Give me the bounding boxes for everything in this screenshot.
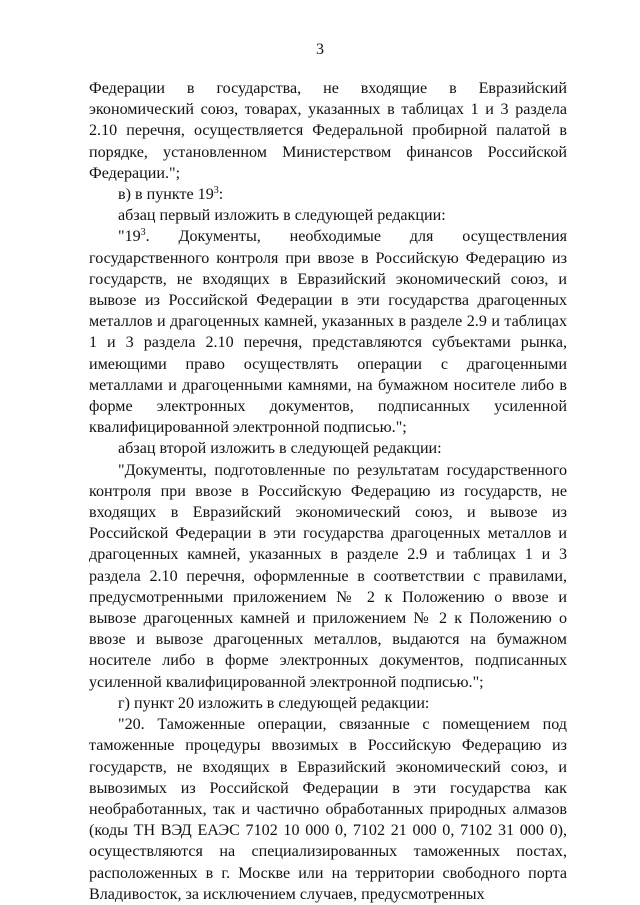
paragraph-item-g: г) пункт 20 изложить в следующей редакции:: [118, 694, 430, 712]
paragraph-quote-documents: "Документы, подготовленные по результатам государственного контроля при ввозе в Российскую Федерацию из государств, не входящих в Евразийский экономический союз, и вывозе из Российской Федерации в эти государства драгоценных металлов и драгоценных камней, указанных в разделе 2.9 и таблицах 1 и 3 раздела 2.10 перечня, оформленные в соответствии с правилами, предусмотренными приложением № 2 к Положению о ввозе и вывозе драгоценных камней и приложением № 2 к Положению о ввозе и вывозе драгоценных металлов, выдаются на бумажном носителе либо в форме электронных документов, подписанных усиленной квалифицированной электронной подписью.";: [89, 461, 567, 691]
document-body: [89, 78, 567, 905]
superscript: 3: [213, 185, 219, 197]
paragraph-text: . Документы, необходимые для осуществления государственного контроля при ввозе в Российскую Федерацию из государств, не входящих в Евразийский экономический союз, и вывозе из Российской Федерации в эти государства драгоценных металлов и драгоценных камней, указанных в разделе 2.9 и таблицах 1 и 3 раздела 2.10 перечня, представляются субъектами рынка, имеющими право осуществлять операции с драгоценными металлами и драгоценными камнями, на бумажном носителе либо в форме электронных документов, подписанных усиленной квалифицированной электронной подписью.";: [89, 228, 567, 437]
paragraph-continuation: Федерации в государства, не входящие в Евразийский экономический союз, товарах, указанных в таблицах 1 и 3 раздела 2.10 перечня, осуществляется Федеральной пробирной палатой в порядке, установленном Министерством финансов Российской Федерации.";: [89, 80, 567, 182]
paragraph-item-v: [89, 184, 567, 205]
paragraph-instruction: абзац второй изложить в следующей редакции:: [118, 440, 442, 458]
paragraph-text: "19: [118, 228, 141, 246]
paragraph-quote-19-3: [89, 226, 567, 438]
paragraph-text: :: [218, 186, 224, 204]
paragraph-quote-20: "20. Таможенные операции, связанные с помещением под таможенные процедуры ввозимых в Российскую Федерацию из государств, не входящих в Евразийский экономический союз, и вывозимых из Российской Федерации в эти государства как необработанных, так и частично обработанных природных алмазов (коды ТН ВЭД ЕАЭС 7102 10 000 0, 7102 21 000 0, 7102 31 000 0), осуществляются на специализированных таможенных постах, расположенных в г. Москве или на территории свободного порта Владивосток, за исключением случаев, предусмотренных: [89, 716, 567, 903]
paragraph-instruction: абзац первый изложить в следующей редакции:: [118, 207, 446, 225]
paragraph-text: в) в пункте 19: [118, 186, 214, 204]
superscript: 3: [140, 227, 146, 239]
page-number: 3: [316, 41, 324, 58]
